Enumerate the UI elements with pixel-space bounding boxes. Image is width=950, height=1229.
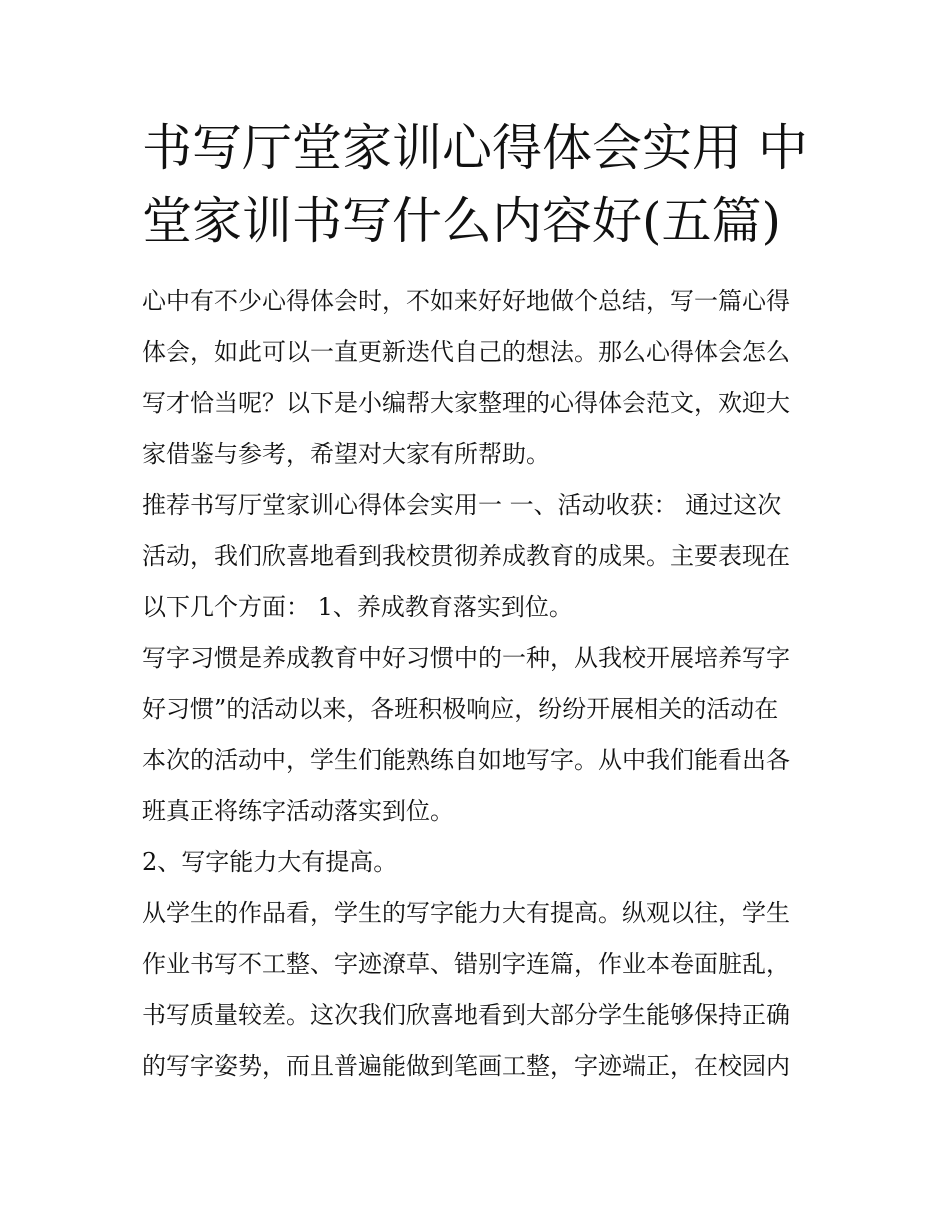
body-line: 书写质量较差。这次我们欣喜地看到大部分学生能够保持正确 — [142, 1001, 790, 1029]
body-line: 体会，如此可以一直更新迭代自己的想法。那么心得体会怎么 — [142, 338, 790, 366]
document-title — [142, 112, 822, 258]
body-line: 活动，我们欣喜地看到我校贯彻养成教育的成果。主要表现在 — [142, 542, 790, 570]
body-line: 心中有不少心得体会时，不如来好好地做个总结，写一篇心得 — [142, 287, 790, 315]
body-line: 好习惯”的活动以来，各班积极响应，纷纷开展相关的活动在 — [142, 695, 779, 723]
body-line: 以下几个方面： 1、养成教育落实到位。 — [142, 593, 573, 621]
body-line: 班真正将练字活动落实到位。 — [142, 797, 454, 825]
body-line: 写字习惯是养成教育中好习惯中的一种，从我校开展培养写字 — [142, 644, 790, 672]
body-line: 从学生的作品看，学生的写字能力大有提高。纵观以往，学生 — [142, 899, 790, 927]
body-line: 2、写字能力大有提高。 — [142, 848, 398, 876]
document-body — [142, 280, 822, 1096]
body-line: 本次的活动中，学生们能熟练自如地写字。从中我们能看出各 — [142, 746, 790, 774]
title-line-1: 书写厅堂家训心得体会实用 中 — [142, 119, 808, 177]
body-line: 的写字姿势，而且普遍能做到笔画工整，字迹端正，在校园内 — [142, 1052, 790, 1080]
body-line: 写才恰当呢？以下是小编帮大家整理的心得体会范文，欢迎大 — [142, 389, 790, 417]
body-line: 推荐书写厅堂家训心得体会实用一 一、活动收获： 通过这次 — [142, 491, 782, 519]
body-line: 作业书写不工整、字迹潦草、错别字连篇，作业本卷面脏乱， — [142, 950, 790, 978]
title-line-2: 堂家训书写什么内容好(五篇) — [142, 192, 782, 250]
body-line: 家借鉴与参考，希望对大家有所帮助。 — [142, 440, 550, 468]
